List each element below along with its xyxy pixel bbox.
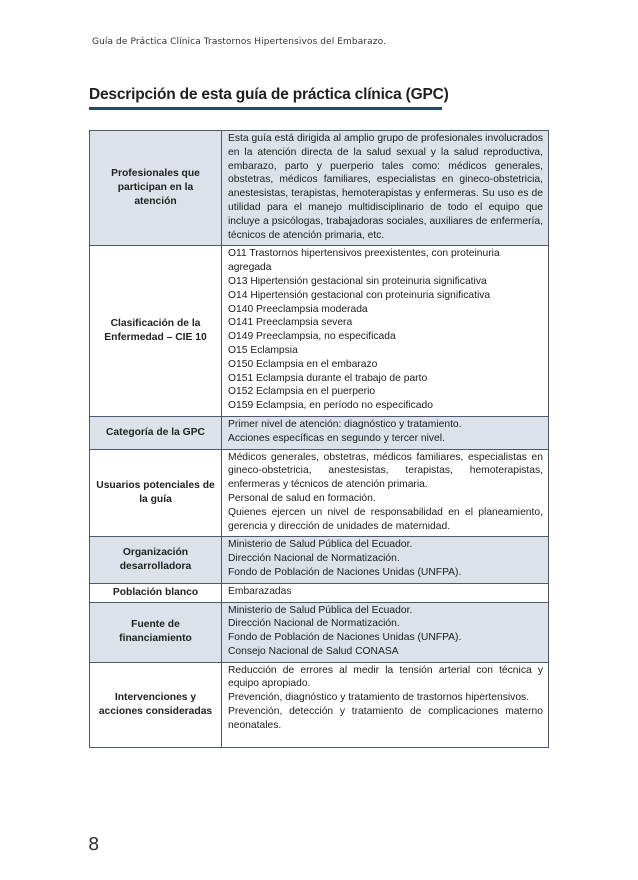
cie-code-line: O150 Eclampsia en el embarazo [228,358,378,370]
row-content-usuarios [222,449,549,537]
text-line: Primer nivel de atención: diagnóstico y tratamiento. [228,418,462,430]
text-paragraph: Prevención, diagnóstico y tratamiento de trastornos hipertensivos. [228,692,530,704]
row-content-financiamiento [222,602,549,662]
text-line: Ministerio de Salud Pública del Ecuador. [228,539,413,551]
row-label-clasificacion: Clasificación de la Enfermedad – CIE 10 [90,246,222,417]
table-row [90,449,549,537]
row-label-financiamiento: Fuente de financiamiento [90,602,222,662]
table-row [90,662,549,747]
text-line: Consejo Nacional de Salud CONASA [228,645,399,657]
cie-code-line: O141 Preeclampsia severa [228,317,353,329]
cie-code-line: O152 Eclampsia en el puerperio [228,386,376,398]
row-content-profesionales [222,131,549,246]
row-content-clasificacion [222,246,549,417]
row-content-poblacion [222,583,549,602]
cie-code-line: O11 Trastornos hipertensivos preexistentes, con proteinuria agregada [228,248,500,274]
cie-code-line: O159 Eclampsia, en período no especificado [228,400,433,412]
text-line: Fondo de Población de Naciones Unidas (UNFPA). [228,632,462,644]
section-title-block [89,86,549,110]
text-paragraph: Personal de salud en formación. [228,492,376,504]
text-paragraph: Quienes ejercen un nivel de responsabilidad en el planeamiento, gerencia y dirección de unidades de maternidad. [228,506,543,532]
row-label-intervenciones: Intervenciones y acciones consideradas [90,662,222,747]
text-line: Embarazadas [228,585,292,597]
cie-code-line: O15 Eclampsia [228,344,298,356]
text-paragraph: Médicos generales, obstetras, médicos familiares, especialistas en gineco-obstetricia, anestesistas, terapistas, hemoterapistas, enfermeras y técnicos de atención primaria. [228,451,543,491]
table-row [90,537,549,583]
page-number: 8 [88,834,100,855]
table-row [90,416,549,449]
table-row [90,602,549,662]
row-label-poblacion: Población blanco [90,583,222,602]
text-line: Dirección Nacional de Normatización. [228,553,400,565]
cie-code-line: O13 Hipertensión gestacional sin proteinuria significativa [228,275,487,287]
title-underline [89,107,442,110]
cie-code-line: O14 Hipertensión gestacional con proteinuria significativa [228,289,491,301]
page-title: Descripción de esta guía de práctica clínica (GPC) [89,86,449,103]
text-line: Acciones específicas en segundo y tercer nivel. [228,432,445,444]
row-content-organizacion [222,537,549,583]
row-label-usuarios: Usuarios potenciales de la guía [90,449,222,537]
cie-code-line: O151 Eclampsia durante el trabajo de parto [228,372,428,384]
row-label-categoria: Categoría de la GPC [90,416,222,449]
table-row [90,246,549,417]
text-line: Fondo de Población de Naciones Unidas (UNFPA). [228,566,462,578]
row-content-intervenciones [222,662,549,747]
row-content-categoria [222,416,549,449]
running-header: Guía de Práctica Clínica Trastornos Hipertensivos del Embarazo. [92,37,386,47]
table-row [90,583,549,602]
text-line: Ministerio de Salud Pública del Ecuador. [228,604,413,616]
row-text: Esta guía está dirigida al amplio grupo de profesionales involucrados en la atención directa de la salud sexual y la salud reproductiva, embarazo, parto y puerperio tales como: médicos generales, obstetras, médicos familiares, especialistas en gineco-obstetricia, anestesistas, terapistas, hemoterapistas y enfermeras. Su uso es de utilidad para el manejo multidisciplinario de todo el equipo que incluye a psicólogas, trabajadoras sociales, auxiliares de enfermería, técnicos de atención primaria, etc. [228,133,543,241]
cie-code-line: O149 Preeclampsia, no especificada [228,331,396,343]
cie-code-line: O140 Preeclampsia moderada [228,303,368,315]
text-paragraph: Reducción de errores al medir la tensión arterial con técnica y equipo apropiado. [228,664,543,690]
gpc-description-table [89,130,549,748]
table-row [90,131,549,246]
row-label-profesionales: Profesionales que participan en la atención [90,131,222,246]
text-paragraph: Prevención, detección y tratamiento de complicaciones materno neonatales. [228,706,543,731]
text-line: Dirección Nacional de Normatización. [228,618,400,630]
row-label-organizacion: Organización desarrolladora [90,537,222,583]
